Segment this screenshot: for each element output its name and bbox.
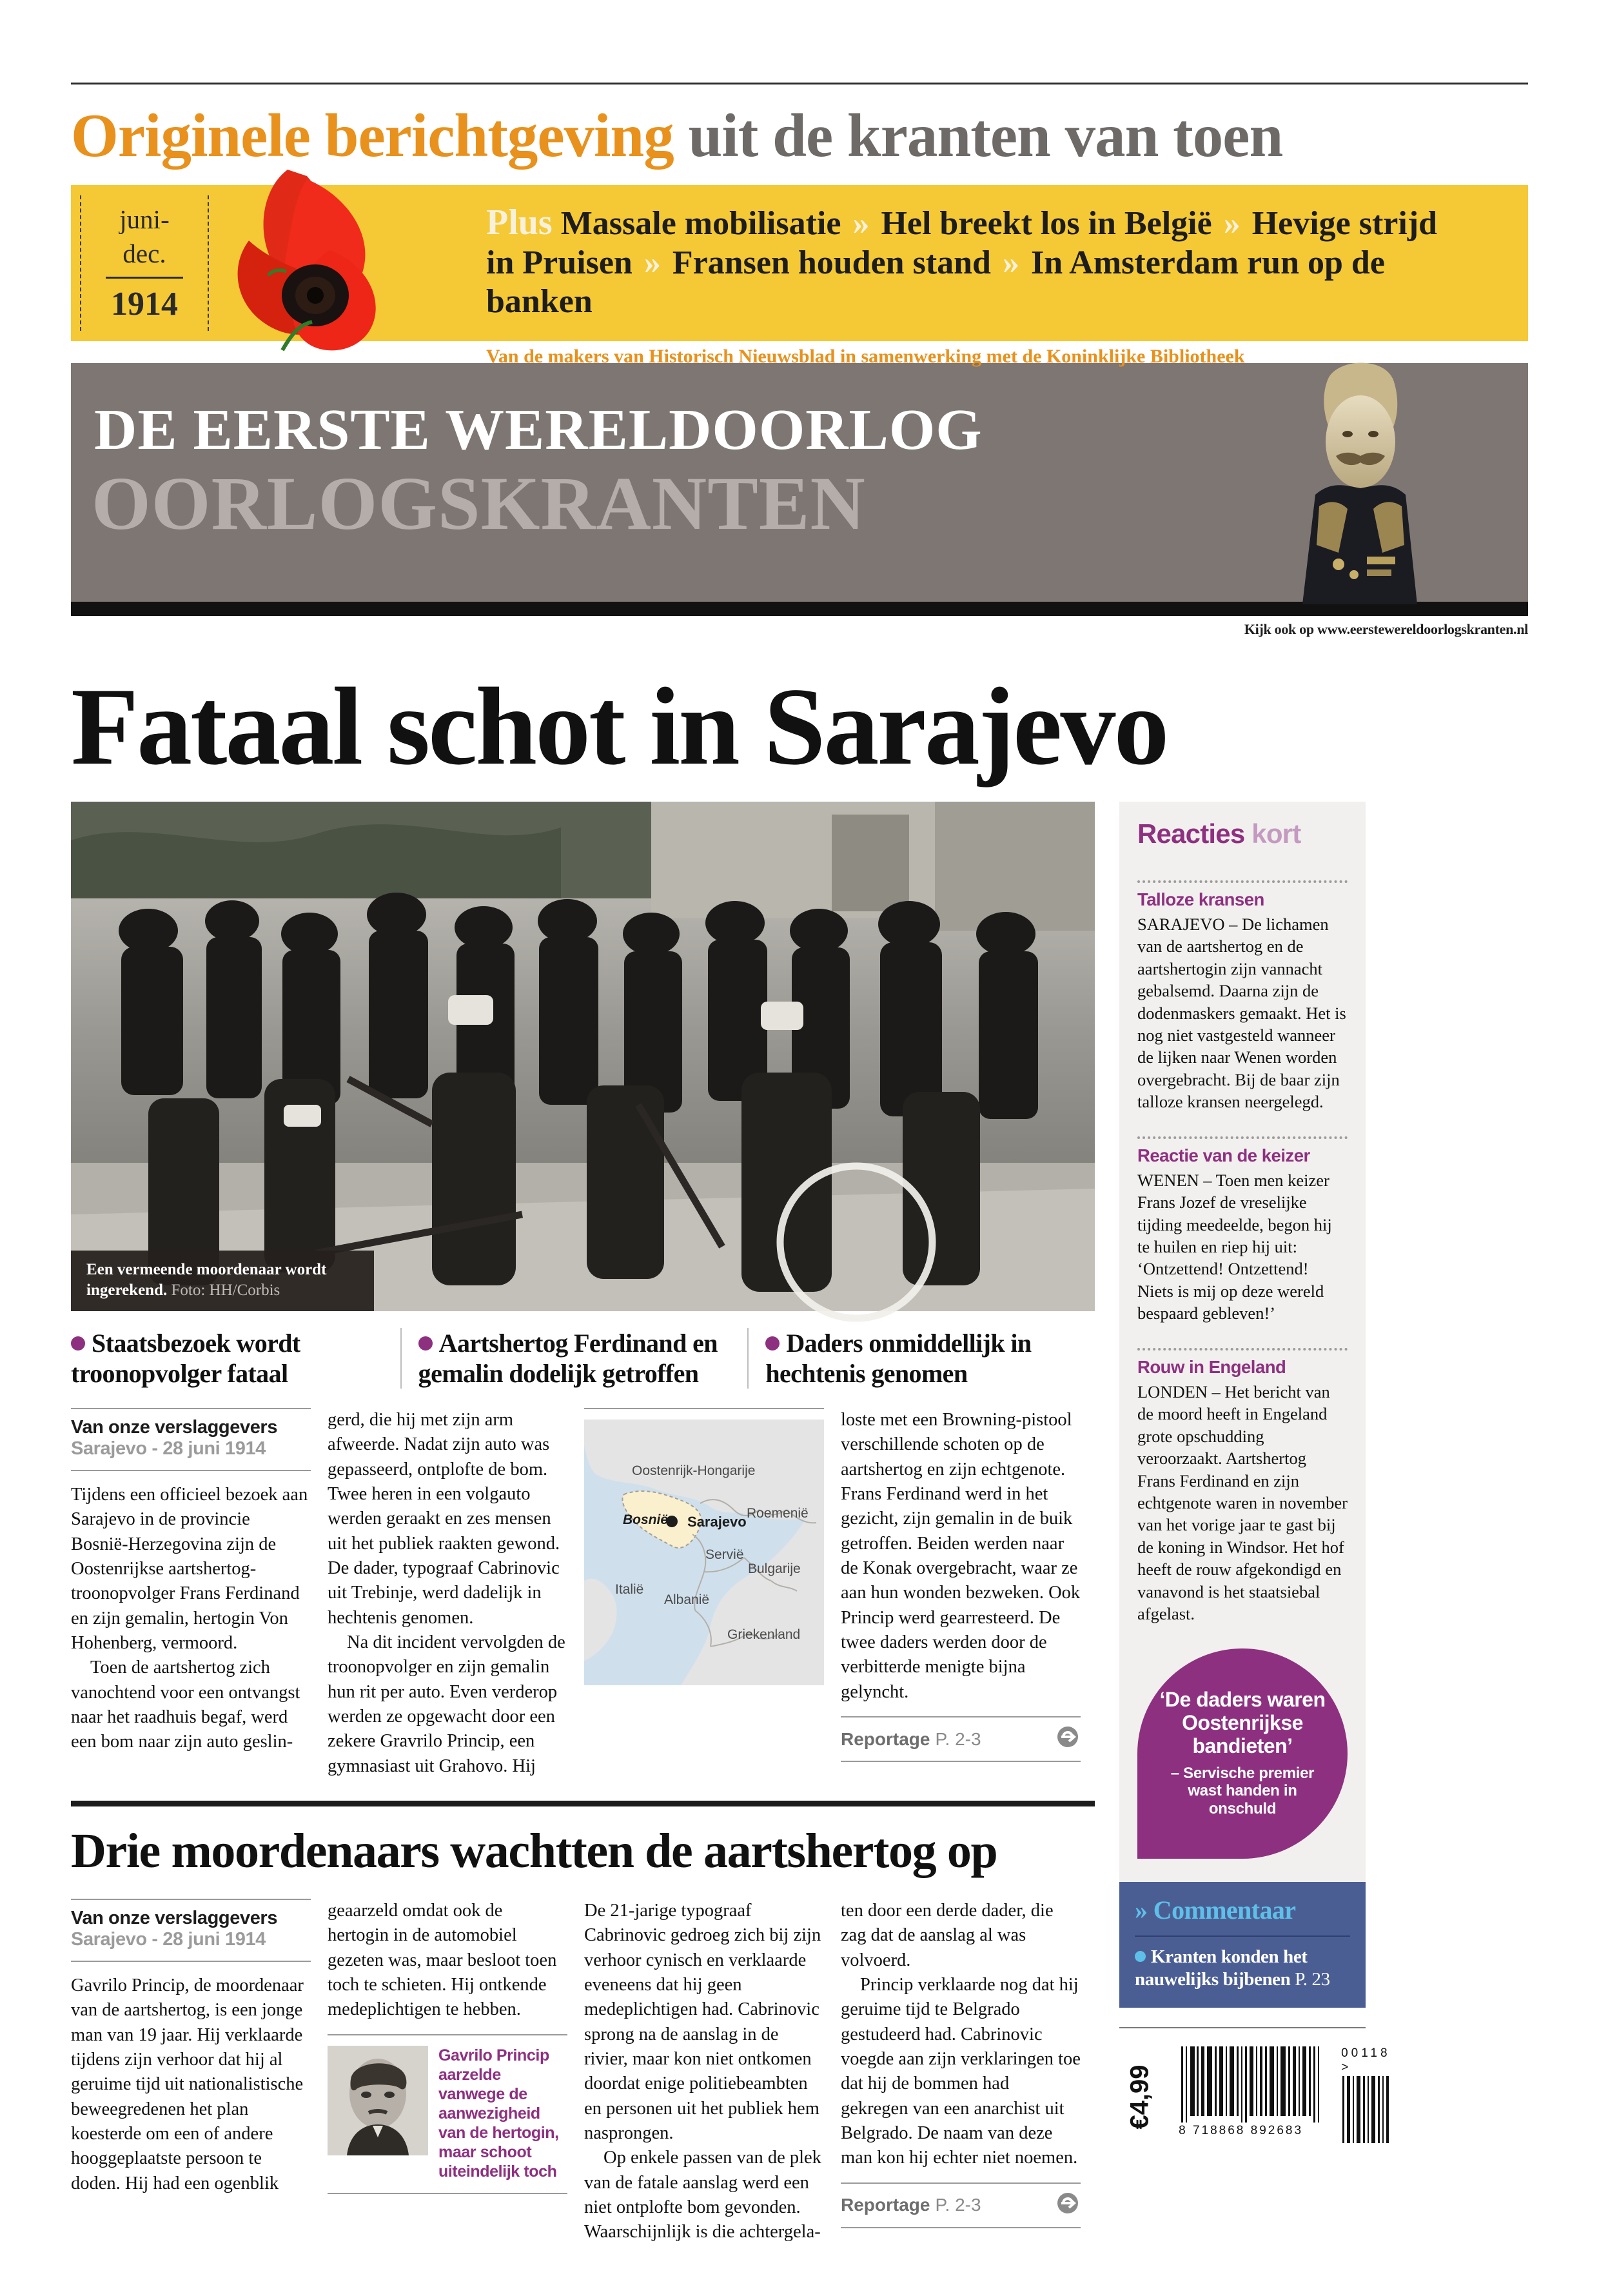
pull-quote-attribution: – Servische premier wast handen in onschuld: [1170, 1764, 1315, 1818]
content-area: [71, 802, 1528, 2245]
reportage-link-main[interactable]: [841, 1716, 1081, 1762]
reportage-label: Reportage: [841, 1728, 930, 1749]
barcode-digits: 8 718868 892683: [1179, 2124, 1304, 2138]
page-title: Fataal schot in Sarajevo: [71, 665, 1168, 788]
promo-item-1: Hel breekt los in België: [881, 204, 1212, 242]
masthead: [71, 363, 1528, 602]
barcode-addon: [1341, 2046, 1391, 2146]
byline-author-2: Van onze verslaggevers: [71, 1908, 278, 1929]
kicker-1: [400, 1328, 748, 1389]
photo-caption-text: Een vermeende moordenaar wordt ingerekend.: [86, 1260, 327, 1299]
lead-photo: [71, 802, 1095, 1311]
article-2-col-1: [71, 1899, 311, 2245]
commentary-divider: [1135, 1935, 1350, 1937]
paragraph: gerd, die hij met zijn arm afweerde. Nadat zijn auto was gepasseerd, ontplofte de bom. Twee heren in een volgauto werden geraakt en zes mensen uit het publiek raakten gewond. De dader, typograaf Cabrinovic uit Trebinje, werd dadelijk in hechtenis genomen.: [328, 1410, 560, 1628]
promo-plus-label: Plus: [486, 202, 553, 242]
princip-divider: [328, 2193, 567, 2194]
lead-photo-image: [71, 802, 1095, 1311]
sidebar-item-2-head: Rouw in Engeland: [1137, 1356, 1286, 1377]
promo-item-4: In Amsterdam run op de banken: [486, 244, 1385, 321]
article-main-col-1: [71, 1408, 311, 1779]
article-2-text-2: [328, 1899, 567, 2023]
commentary-item-label: Kranten konden het nauwelijks bijbenen: [1135, 1946, 1308, 1990]
newspaper-front-page: [0, 83, 1599, 2296]
article-2-text-4: [841, 1899, 1081, 2171]
kicker-row: [71, 1328, 1095, 1389]
issue-date-box: [80, 195, 209, 331]
article-2-headline: Drie moordenaars wachtten de aartshertog op: [71, 1824, 997, 1879]
byline-dateline: Sarajevo - 28 juni 1914: [71, 1438, 266, 1460]
reportage-page-2: P. 2-3: [935, 2195, 981, 2215]
chevron-right-icon-2: »: [643, 244, 661, 281]
bullet-dot-icon: [1135, 1951, 1146, 1962]
map-label-austria-hungary: Oostenrijk-Hongarije: [632, 1463, 756, 1479]
website-line: Kijk ook op www.eerstewereldoorlogskranten.nl: [1244, 620, 1528, 637]
map-container: [584, 1408, 824, 1685]
sidebar-item-1-body: WENEN – Toen men keizer Frans Jozef de vreselijke tijding meedeelde, begon hij te huilen en riep hij uit: ‘Ontzettend! Ontzettend! Niets is mij op deze wereld bespaard gebleven!’: [1137, 1170, 1332, 1323]
promo-makers-line: Van de makers van Historisch Nieuwsblad in samenwerking met de Koninklijke Bibliotheek: [486, 346, 1245, 368]
pull-quote-badge: [1137, 1648, 1348, 1859]
dotted-divider: [1137, 1348, 1348, 1378]
balkan-map: [584, 1420, 824, 1685]
barcode-addon-digits: [1341, 2046, 1391, 2075]
kaiser-portrait: [1277, 359, 1444, 604]
pull-quote-text: ‘De daders waren Oostenrijkse bandieten’: [1159, 1688, 1326, 1757]
price-label: €4,99: [1125, 2064, 1154, 2130]
map-label-serbia: Servië: [705, 1547, 744, 1563]
article-main-text-2: [328, 1408, 567, 1779]
map-label-romania: Roemenië: [747, 1506, 809, 1521]
barcode-block: [1119, 2027, 1391, 2146]
kicker-0: [71, 1328, 400, 1389]
arrow-right-icon: [1055, 2190, 1081, 2221]
arrow-right-icon: [1055, 1724, 1081, 1754]
barcode-main-image: [1179, 2046, 1327, 2124]
sidebar-column: [1119, 802, 1391, 2245]
chevron-right-icon-1: »: [1223, 204, 1241, 242]
bullet-dot-icon: [418, 1336, 433, 1351]
reactions-sidebar: [1119, 802, 1366, 1882]
commentary-box[interactable]: [1119, 1882, 1366, 2008]
map-label-sarajevo: Sarajevo: [687, 1514, 747, 1530]
byline-dateline-2: Sarajevo - 28 juni 1914: [71, 1929, 266, 1950]
sidebar-title-main: Reacties: [1137, 818, 1245, 849]
section-divider: [71, 1801, 1095, 1806]
promo-banner: [71, 185, 1528, 368]
promo-item-2: Hevige strijd in Pruisen: [486, 204, 1438, 281]
bullet-dot-icon: [71, 1336, 85, 1351]
princip-portrait-image: [328, 2046, 428, 2155]
map-label-italy: Italië: [615, 1582, 644, 1598]
sidebar-item-2: [1137, 1348, 1348, 1625]
poppy-flower-icon: [210, 163, 417, 357]
princip-figure: [328, 2034, 567, 2194]
reportage-label-2: Reportage: [841, 2195, 930, 2215]
dotted-divider: [1137, 880, 1348, 910]
byline-block-2: [71, 1899, 311, 1961]
paragraph: Gavrilo Princip, de moordenaar van de aartshertog, is een jonge man van 19 jaar. Hij verklaarde tijdens zijn verhoor dat hij al geruime tijd uit nationalistische beweegredenen het plan koesterde om een of andere hooggeplaatste persoon te doden. Hij had een ogenblik: [71, 1975, 304, 2193]
paragraph: Tijdens een officieel bezoek aan Sarajevo in de provincie Bosnië-Herzegovina zijn de Oostenrijkse aartshertog-troonopvolger Frans Ferdinand en zijn gemalin, hertogin Von Hohenberg, vermoord.: [71, 1485, 308, 1654]
paragraph: ten door een derde dader, die zag dat de aanslag al was volvoerd.: [841, 1901, 1054, 1970]
chevron-right-icon-0: »: [852, 204, 870, 242]
sidebar-item-0-head: Talloze kransen: [1137, 889, 1264, 909]
masthead-title: DE EERSTE WERELDOORLOG: [94, 397, 983, 462]
kicker-2: [747, 1328, 1095, 1389]
paragraph: De 21-jarige typograaf Cabrinovic gedroeg zich bij zijn verhoor cynisch en verklaarde eveneens dat hij geen medeplichtigen had. Cabrinovic sprong na de aanslag in de rivier, maar kon niet ontkomen doordat enige politiebeambten en personen uit het publiek hem nasprongen.: [584, 1901, 821, 2143]
addon-arrow-icon: >: [1341, 2061, 1352, 2075]
commentary-item-page: P. 23: [1295, 1968, 1330, 1990]
promo-tagline-orange: Originele berichtgeving: [71, 101, 674, 170]
map-label-albania: Albanië: [664, 1592, 710, 1608]
princip-caption: Gavrilo Princip aarzelde vanwege de aanwezigheid van de hertogin, maar schoot uiteindelijk toch: [438, 2046, 559, 2181]
barcode-main: [1179, 2046, 1327, 2138]
photo-caption: [71, 1251, 374, 1311]
commentary-item[interactable]: [1135, 1946, 1350, 1992]
photo-credit: Foto: HH/Corbis: [167, 1281, 280, 1299]
promo-item-3: Fransen houden stand: [672, 244, 991, 281]
article-main-text-1: [71, 1483, 311, 1755]
paragraph: Princip verklaarde nog dat hij geruime tijd te Belgrado gestudeerd had. Cabrinovic voegde aan zijn verklaringen toe dat hij de bommen had gekregen van een anarchist uit Belgrado. De naam van deze man kon hij echter niet noemen.: [841, 1975, 1081, 2168]
sidebar-title-light: kort: [1251, 818, 1301, 849]
chevron-right-icon-3: »: [1002, 244, 1019, 281]
article-2-col-2: [328, 1899, 567, 2245]
article-main-col-4: [841, 1408, 1081, 1779]
sidebar-item-0-body: SARAJEVO – De lichamen van de aartshertog en de aartshertogin zijn vannacht gebalsemd. Daarna zijn de dodenmaskers gemaakt. Het is nog niet vastgesteld wanneer de lijken naar Wenen worden overgebracht. Bij de baar zijn talloze kransen neergelegd.: [1137, 914, 1346, 1112]
article-main-text-4: [841, 1408, 1081, 1705]
promo-plus-block: [486, 185, 1447, 368]
kicker-1-label: Aartshertog Ferdinand en gemalin dodelijk getroffen: [418, 1328, 718, 1388]
sidebar-item-1: [1137, 1136, 1348, 1325]
reportage-link-secondary[interactable]: [841, 2182, 1081, 2228]
masthead-subtitle: OORLOGSKRANTEN: [92, 460, 866, 546]
article-2-col-3: [584, 1899, 824, 2245]
map-label-greece: Griekenland: [727, 1627, 801, 1643]
issue-year: 1914: [111, 286, 178, 323]
princip-portrait: [328, 2046, 428, 2155]
byline-block: [71, 1408, 311, 1470]
paragraph: geaarzeld omdat ook de hertogin in de automobiel gezeten was, maar besloot toen toch te schieten. Hij ontkende medeplichtigen te hebben.: [328, 1901, 557, 2020]
article-2-text-3: [584, 1899, 824, 2245]
sidebar-item-2-body: LONDEN – Het bericht van de moord heeft in Engeland grote opschudding veroorzaakt. Aartshertog Frans Ferdinand en zijn echtgenote waren in november van het vorige jaar te gast bij de koning in Windsor. Het hof heeft de rouw afgekondigd en vanavond is het staatsiebal afgelast.: [1137, 1381, 1348, 1624]
article-main-col-2: [328, 1408, 567, 1779]
promo-item-0: Massale mobilisatie: [560, 204, 841, 242]
paragraph: Op enkele passen van de plek van de fatale aanslag werd een niet ontplofte bom gevonden. Waarschijnlijk is die achtergela-: [584, 2148, 821, 2242]
reportage-page: P. 2-3: [935, 1728, 981, 1749]
map-label-bulgaria: Bulgarije: [748, 1561, 801, 1577]
barcode-addon-image: [1341, 2076, 1391, 2143]
article-main: [71, 1408, 1095, 1779]
paragraph: Toen de aartshertog zich vanochtend voor een ontvangst naar het raadhuis begaf, werd een bom naar zijn auto geslin-: [71, 1658, 300, 1752]
promo-plus-headline: [486, 202, 1447, 322]
paragraph: Na dit incident vervolgden de troonopvolger en zijn gemalin hun rit per auto. Even verderop werden ze opgewacht door een zekere Gravrilo Princip, een gymnasiast uit Grahovo. Hij: [328, 1632, 565, 1776]
commentary-title: » Commentaar: [1135, 1895, 1296, 1925]
promo-tagline-grey: uit de kranten van toen: [688, 101, 1283, 170]
kicker-2-label: Daders onmiddellijk in hechtenis genomen: [765, 1328, 1032, 1388]
issue-month-start: juni-: [119, 204, 170, 235]
sidebar-item-0: [1137, 880, 1348, 1113]
dotted-divider: [1137, 1136, 1348, 1166]
bullet-dot-icon: [765, 1336, 780, 1351]
sidebar-item-1-head: Reactie van de keizer: [1137, 1145, 1310, 1165]
article-2-text-1: [71, 1974, 311, 2196]
map-label-bosnia: Bosnië: [623, 1512, 669, 1528]
article-secondary: [71, 1899, 1095, 2245]
paragraph: loste met een Browning-pistool verschillende schoten op de aartshertog en zijn echtgenote. Frans Ferdinand werd in het gezicht, zijn gemalin in de buik getroffen. Beiden werden naar de Konak overgebracht, waar ze aan hun wonden bezweken. Ook Princip werd gearresteerd. De twee daders werden door de verbitterde menigte bijna gelyncht.: [841, 1410, 1081, 1702]
article-main-col-3-map: [584, 1408, 824, 1779]
byline-author: Van onze verslaggevers: [71, 1417, 278, 1438]
addon-number: 00118: [1341, 2046, 1391, 2061]
sidebar-title: [1137, 818, 1348, 849]
article-2-col-4: [841, 1899, 1081, 2245]
balkan-map-image: [584, 1420, 824, 1685]
kicker-0-label: Staatsbezoek wordt troonopvolger fataal: [71, 1328, 300, 1388]
main-column: [71, 802, 1095, 2245]
byline-divider: [71, 1470, 311, 1471]
byline-divider-2: [71, 1961, 311, 1962]
issue-month-end: dec.: [106, 237, 183, 279]
